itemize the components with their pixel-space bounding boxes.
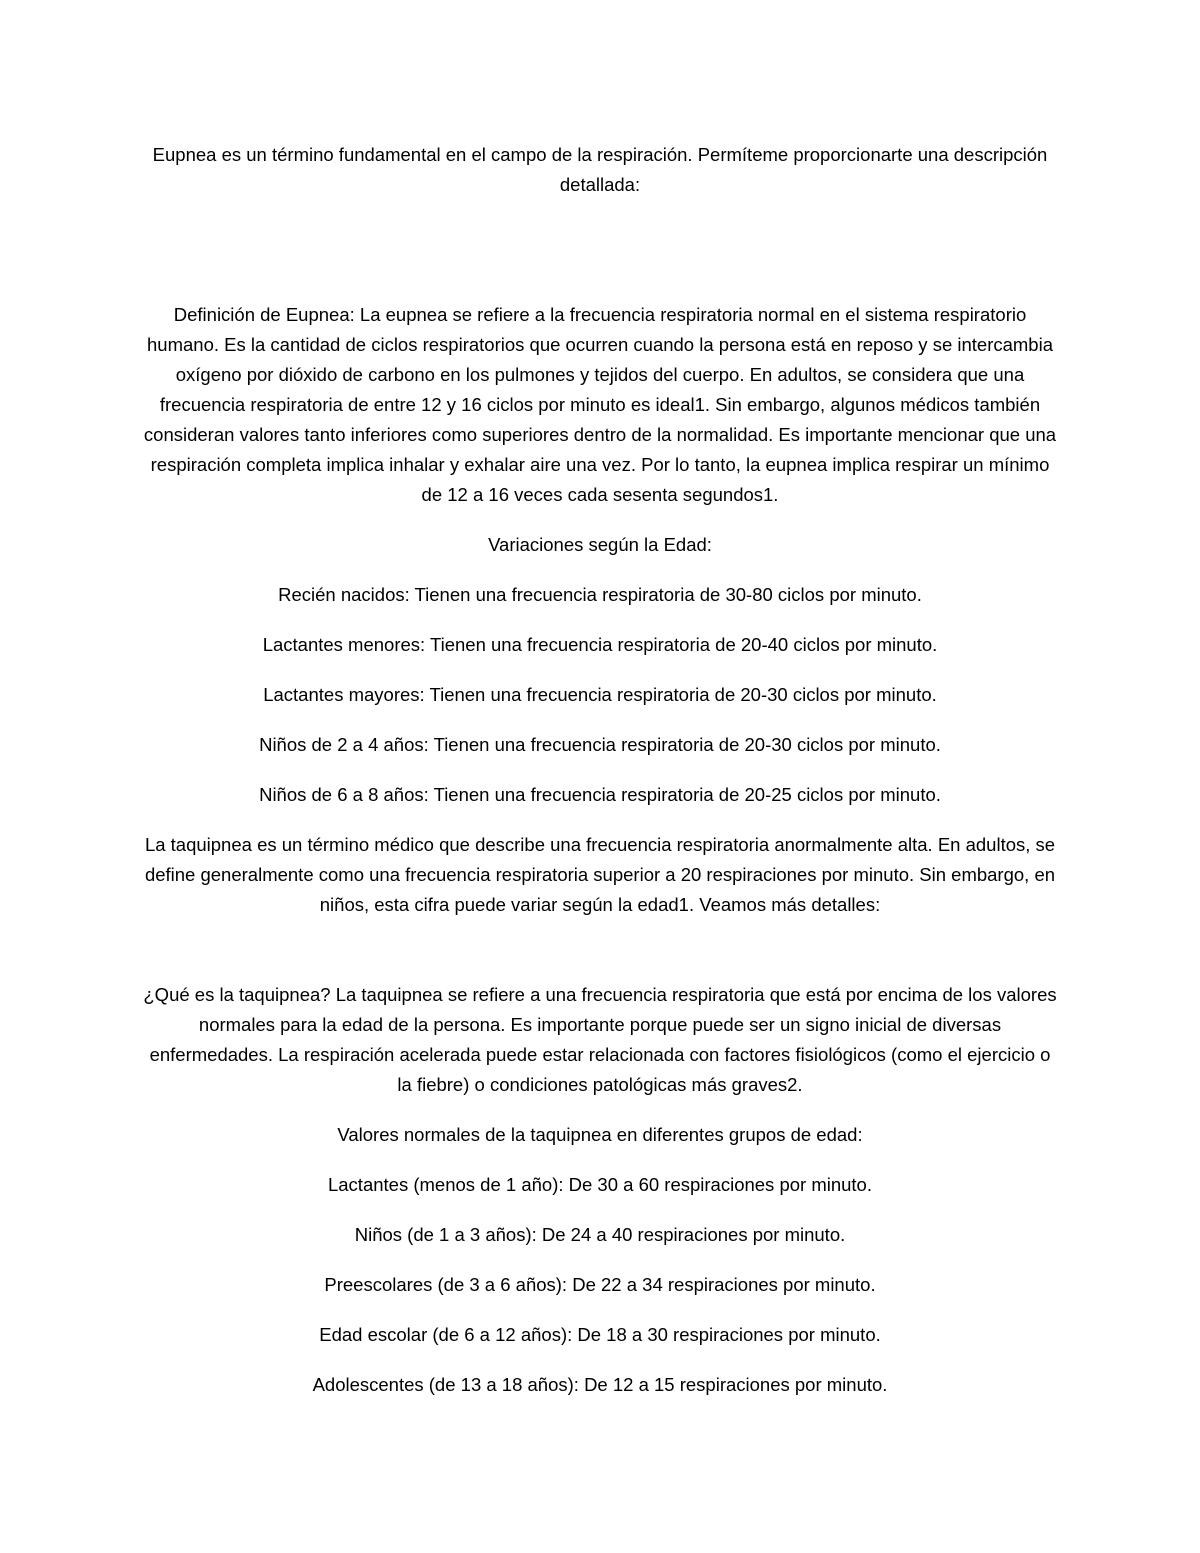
intro-paragraph: Eupnea es un término fundamental en el campo de la respiración. Permíteme proporcionarte una descripción detallada:	[152, 144, 1048, 195]
values-heading: Valores normales de la taquipnea en diferentes grupos de edad:	[337, 1124, 863, 1145]
taquipnea-definition-paragraph: ¿Qué es la taquipnea? La taquipnea se refiere a una frecuencia respiratoria que está por encima de los valores normales para la edad de la persona. Es importante porque puede ser un signo inicial de diversas enfermedades. La respiración acelerada puede estar relacionada con factores fisiológicos (como el ejercicio o la fiebre) o condiciones patológicas más graves2.	[143, 984, 1057, 1095]
age-item: Lactantes mayores: Tienen una frecuencia respiratoria de 20-30 ciclos por minuto.	[263, 684, 937, 705]
taquipnea-intro-paragraph: La taquipnea es un término médico que describe una frecuencia respiratoria anormalmente alta. En adultos, se define generalmente como una frecuencia respiratoria superior a 20 respiraciones por minuto. Sin embargo, en niños, esta cifra puede variar según la edad1. Veamos más detalles:	[144, 834, 1056, 915]
values-item: Edad escolar (de 6 a 12 años): De 18 a 30 respiraciones por minuto.	[319, 1324, 881, 1345]
document-page	[140, 140, 1060, 1420]
values-item: Lactantes (menos de 1 año): De 30 a 60 respiraciones por minuto.	[327, 1174, 872, 1195]
age-item: Niños de 2 a 4 años: Tienen una frecuencia respiratoria de 20-30 ciclos por minuto.	[259, 734, 941, 755]
definition-paragraph: Definición de Eupnea: La eupnea se refiere a la frecuencia respiratoria normal en el sistema respiratorio humano. Es la cantidad de ciclos respiratorios que ocurren cuando la persona está en reposo y se intercambia oxígeno por dióxido de carbono en los pulmones y tejidos del cuerpo. En adultos, se considera que una frecuencia respiratoria de entre 12 y 16 ciclos por minuto es ideal1. Sin embargo, algunos médicos también consideran valores tanto inferiores como superiores dentro de la normalidad. Es importante mencionar que una respiración completa implica inhalar y exhalar aire una vez. Por lo tanto, la eupnea implica respirar un mínimo de 12 a 16 veces cada sesenta segundos1.	[143, 304, 1057, 505]
values-item: Niños (de 1 a 3 años): De 24 a 40 respiraciones por minuto.	[354, 1224, 846, 1245]
values-item: Adolescentes (de 13 a 18 años): De 12 a 15 respiraciones por minuto.	[312, 1374, 888, 1395]
values-item: Preescolares (de 3 a 6 años): De 22 a 34 respiraciones por minuto.	[324, 1274, 876, 1295]
age-item: Recién nacidos: Tienen una frecuencia respiratoria de 30-80 ciclos por minuto.	[278, 584, 922, 605]
age-heading: Variaciones según la Edad:	[488, 534, 712, 555]
age-item: Lactantes menores: Tienen una frecuencia respiratoria de 20-40 ciclos por minuto.	[262, 634, 938, 655]
age-item: Niños de 6 a 8 años: Tienen una frecuencia respiratoria de 20-25 ciclos por minuto.	[259, 784, 941, 805]
